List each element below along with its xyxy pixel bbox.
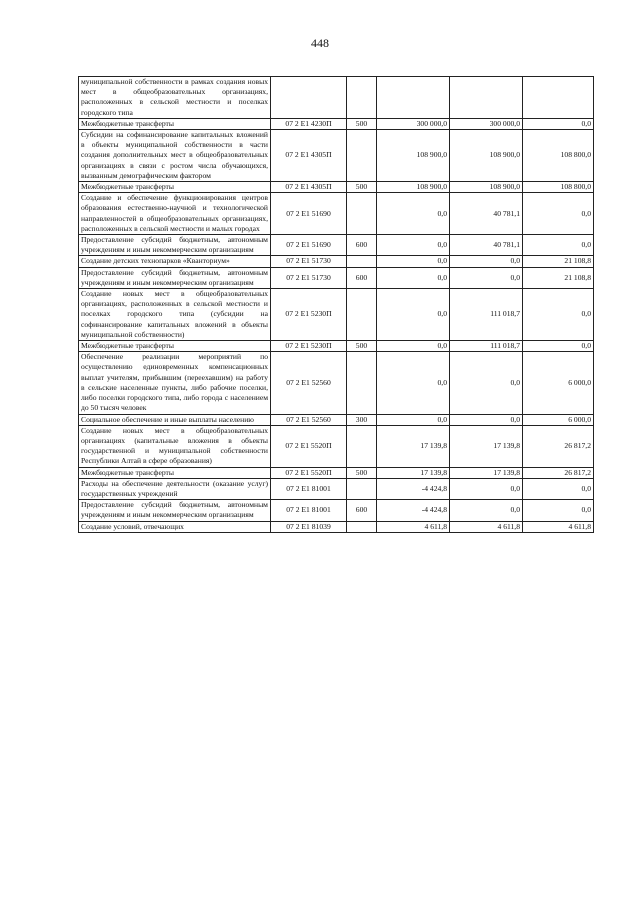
row-name: Предоставление субсидий бюджетным, автономным учреждениям и иным некоммерческим организациям bbox=[79, 267, 271, 288]
row-amount-year-1: -4 424,8 bbox=[377, 478, 450, 499]
row-code: 07 2 Е1 4305П bbox=[271, 130, 347, 182]
row-code: 07 2 Е1 51730 bbox=[271, 267, 347, 288]
row-amount-year-2: 0,0 bbox=[450, 256, 523, 267]
table-row bbox=[79, 267, 594, 288]
row-expense-type bbox=[347, 289, 377, 341]
row-amount-year-3: 0,0 bbox=[523, 500, 594, 521]
row-amount-year-2: 0,0 bbox=[450, 500, 523, 521]
row-code: 07 2 Е1 51730 bbox=[271, 256, 347, 267]
row-amount-year-2: 17 139,8 bbox=[450, 467, 523, 478]
row-name: Межбюджетные трансферты bbox=[79, 182, 271, 193]
budget-table bbox=[78, 76, 594, 533]
row-name: Обеспечение реализации мероприятий по осуществлению единовременных компенсационных выплат учителям, прибывшим (переехавшим) на работу в сельские населенные пункты, либо рабочие поселки, либо поселки городского типа, либо города с населением до 50 тысяч человек bbox=[79, 352, 271, 414]
row-amount-year-2: 111 018,7 bbox=[450, 289, 523, 341]
row-amount-year-3: 21 108,8 bbox=[523, 267, 594, 288]
row-expense-type: 600 bbox=[347, 267, 377, 288]
row-expense-type bbox=[347, 130, 377, 182]
row-amount-year-3: 108 800,0 bbox=[523, 182, 594, 193]
row-name: Предоставление субсидий бюджетным, автономным учреждениям и иным некоммерческим организациям bbox=[79, 235, 271, 256]
table-row bbox=[79, 341, 594, 352]
row-amount-year-3: 0,0 bbox=[523, 193, 594, 235]
row-amount-year-1: -4 424,8 bbox=[377, 500, 450, 521]
row-code: 07 2 Е1 81001 bbox=[271, 500, 347, 521]
row-amount-year-3: 0,0 bbox=[523, 235, 594, 256]
row-amount-year-1: 108 900,0 bbox=[377, 130, 450, 182]
row-code: 07 2 Е1 5520П bbox=[271, 467, 347, 478]
row-code: 07 2 Е1 52560 bbox=[271, 414, 347, 425]
row-amount-year-1: 0,0 bbox=[377, 414, 450, 425]
row-name: Создание новых мест в общеобразовательных организациях, расположенных в сельской местности и поселках городского типа (субсидии на софинансирование капитальных вложений в объекты муниципальной собственности) bbox=[79, 289, 271, 341]
row-expense-type bbox=[347, 478, 377, 499]
row-amount-year-2: 108 900,0 bbox=[450, 182, 523, 193]
row-amount-year-2: 4 611,8 bbox=[450, 521, 523, 532]
row-expense-type: 300 bbox=[347, 414, 377, 425]
row-expense-type: 500 bbox=[347, 182, 377, 193]
row-amount-year-2: 300 000,0 bbox=[450, 118, 523, 129]
row-expense-type: 500 bbox=[347, 467, 377, 478]
row-amount-year-2: 108 900,0 bbox=[450, 130, 523, 182]
row-amount-year-2: 0,0 bbox=[450, 414, 523, 425]
row-code: 07 2 Е1 51690 bbox=[271, 235, 347, 256]
row-amount-year-2 bbox=[450, 77, 523, 119]
row-amount-year-1: 0,0 bbox=[377, 193, 450, 235]
row-name: Межбюджетные трансферты bbox=[79, 341, 271, 352]
row-name: Создание и обеспечение функционирования центров образования естественно-научной и технологической направленностей в общеобразовательных организациях, расположенных в сельской местности и малых городах bbox=[79, 193, 271, 235]
table-row bbox=[79, 256, 594, 267]
page-number: 448 bbox=[311, 36, 329, 50]
row-expense-type: 500 bbox=[347, 118, 377, 129]
row-amount-year-3: 108 800,0 bbox=[523, 130, 594, 182]
row-amount-year-3 bbox=[523, 77, 594, 119]
row-amount-year-1: 0,0 bbox=[377, 289, 450, 341]
row-name: Создание условий, отвечающих bbox=[79, 521, 271, 532]
row-name: Межбюджетные трансферты bbox=[79, 118, 271, 129]
table-row bbox=[79, 77, 594, 119]
row-expense-type bbox=[347, 425, 377, 467]
row-expense-type: 600 bbox=[347, 500, 377, 521]
row-code: 07 2 Е1 5520П bbox=[271, 425, 347, 467]
row-expense-type: 500 bbox=[347, 341, 377, 352]
row-amount-year-1: 0,0 bbox=[377, 352, 450, 414]
row-name: Социальное обеспечение и иные выплаты населению bbox=[79, 414, 271, 425]
row-amount-year-1: 0,0 bbox=[377, 256, 450, 267]
row-code: 07 2 Е1 5230П bbox=[271, 341, 347, 352]
row-amount-year-1 bbox=[377, 77, 450, 119]
row-expense-type bbox=[347, 256, 377, 267]
row-code: 07 2 Е1 81001 bbox=[271, 478, 347, 499]
row-amount-year-1: 0,0 bbox=[377, 235, 450, 256]
row-code: 07 2 Е1 4230П bbox=[271, 118, 347, 129]
row-amount-year-3: 26 817,2 bbox=[523, 467, 594, 478]
table-row bbox=[79, 414, 594, 425]
row-expense-type: 600 bbox=[347, 235, 377, 256]
table-row bbox=[79, 467, 594, 478]
row-amount-year-3: 6 000,0 bbox=[523, 352, 594, 414]
row-amount-year-1: 108 900,0 bbox=[377, 182, 450, 193]
row-code bbox=[271, 77, 347, 119]
table-row bbox=[79, 478, 594, 499]
row-amount-year-3: 0,0 bbox=[523, 289, 594, 341]
row-amount-year-1: 4 611,8 bbox=[377, 521, 450, 532]
row-expense-type bbox=[347, 352, 377, 414]
table-row bbox=[79, 521, 594, 532]
row-expense-type bbox=[347, 193, 377, 235]
table-row bbox=[79, 425, 594, 467]
row-name: Предоставление субсидий бюджетным, автономным учреждениям и иным некоммерческим организациям bbox=[79, 500, 271, 521]
row-amount-year-1: 17 139,8 bbox=[377, 425, 450, 467]
table-row bbox=[79, 289, 594, 341]
row-code: 07 2 Е1 51690 bbox=[271, 193, 347, 235]
row-name: муниципальной собственности в рамках создания новых мест в общеобразовательных организациях, расположенных в сельской местности и поселках городского типа bbox=[79, 77, 271, 119]
table-row bbox=[79, 118, 594, 129]
table-row bbox=[79, 352, 594, 414]
row-amount-year-2: 40 781,1 bbox=[450, 235, 523, 256]
table-row bbox=[79, 500, 594, 521]
row-amount-year-3: 0,0 bbox=[523, 118, 594, 129]
row-amount-year-2: 17 139,8 bbox=[450, 425, 523, 467]
row-amount-year-2: 40 781,1 bbox=[450, 193, 523, 235]
row-name: Расходы на обеспечение деятельности (оказание услуг) государственных учреждений bbox=[79, 478, 271, 499]
row-name: Субсидии на софинансирование капитальных вложений в объекты муниципальной собственности в части создания дополнительных мест в общеобразовательных организациях в связи с ростом числа обучающихся, вызванным демографическим фактором bbox=[79, 130, 271, 182]
row-amount-year-3: 4 611,8 bbox=[523, 521, 594, 532]
row-amount-year-3: 0,0 bbox=[523, 478, 594, 499]
row-code: 07 2 Е1 5230П bbox=[271, 289, 347, 341]
row-amount-year-1: 300 000,0 bbox=[377, 118, 450, 129]
row-amount-year-3: 26 817,2 bbox=[523, 425, 594, 467]
row-name: Создание новых мест в общеобразовательных организациях (капитальные вложения в объекты государственной и муниципальной собственности Республики Алтай в сфере образования) bbox=[79, 425, 271, 467]
table-row bbox=[79, 182, 594, 193]
row-amount-year-3: 21 108,8 bbox=[523, 256, 594, 267]
row-amount-year-1: 17 139,8 bbox=[377, 467, 450, 478]
row-amount-year-1: 0,0 bbox=[377, 341, 450, 352]
row-amount-year-1: 0,0 bbox=[377, 267, 450, 288]
row-code: 07 2 Е1 4305П bbox=[271, 182, 347, 193]
row-amount-year-2: 0,0 bbox=[450, 267, 523, 288]
budget-table-body bbox=[79, 77, 594, 533]
row-amount-year-3: 6 000,0 bbox=[523, 414, 594, 425]
row-amount-year-2: 0,0 bbox=[450, 478, 523, 499]
row-amount-year-3: 0,0 bbox=[523, 341, 594, 352]
row-amount-year-2: 0,0 bbox=[450, 352, 523, 414]
table-row bbox=[79, 130, 594, 182]
table-row bbox=[79, 193, 594, 235]
row-code: 07 2 Е1 52560 bbox=[271, 352, 347, 414]
row-expense-type bbox=[347, 77, 377, 119]
row-code: 07 2 Е1 81039 bbox=[271, 521, 347, 532]
table-row bbox=[79, 235, 594, 256]
row-amount-year-2: 111 018,7 bbox=[450, 341, 523, 352]
row-name: Создание детских технопарков «Кванториум» bbox=[79, 256, 271, 267]
row-expense-type bbox=[347, 521, 377, 532]
row-name: Межбюджетные трансферты bbox=[79, 467, 271, 478]
